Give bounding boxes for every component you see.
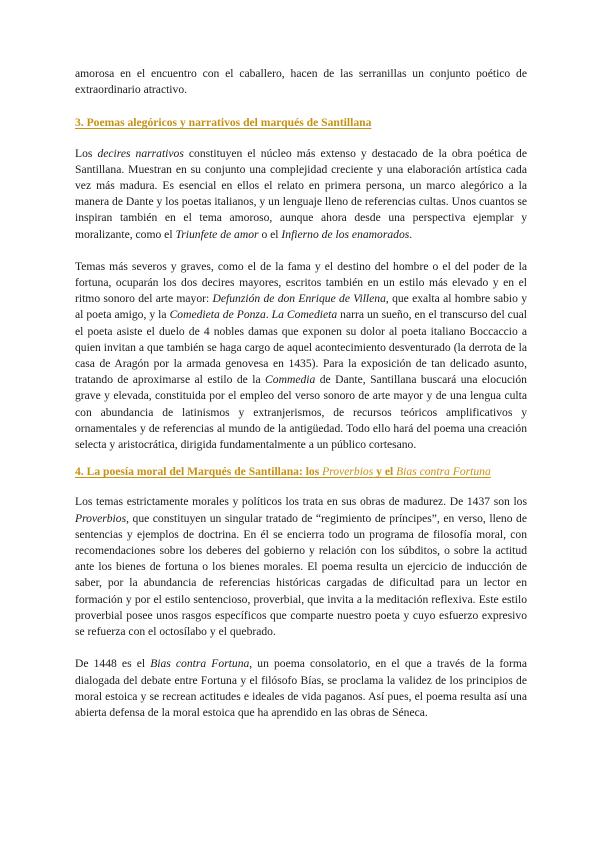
section-4-paragraph-1: Los temas estrictamente morales y políticos los trata en sus obras de madurez. De 1437 son los Proverbios, que constituyen un singular tratado de “regimiento de príncipes”, en verso, lleno de sentencias y ejemplos de doctrina. En él se encierra todo un programa de filosofía moral, con recomendaciones sobre los deberes del gobierno y relación con los súbditos, o sobre la actitud ante los bienes de fortuna o los bienes morales. El poema resulta un ejercicio de inducción de saber, por la abundancia de referencias históricas cargadas de dificultad para un lector en formación y por el estilo sentencioso, proverbial, que invita a la meditación reflexiva. Este estilo proverbial posee unos rasgos específicos que comparte nuestro poeta y cuyo esfuerzo expresivo se refuerza con el octosílabo y el quebrado. (75, 495, 527, 639)
section-3-paragraph-1: Los decires narrativos constituyen el núcleo más extenso y destacado de la obra poética de Santillana. Muestran en su conjunto una complejidad creciente y una elaboración artística cada vez más madura. Es esencial en ellos el relato en primera persona, un marco alegórico a la manera de Dante y los poetas italianos, y un lenguaje lleno de referencias cultas. Unos cuantos se inspiran también en el tema amoroso, aunque ahora desde una perspectiva ejemplar y moralizante, como el Triunfete de amor o el Infierno de los enamorados. (75, 146, 527, 241)
intro-paragraph: amorosa en el encuentro con el caballero, hacen de las serranillas un conjunto poético de extraordinario atractivo. (75, 67, 527, 97)
section-4-paragraph-2: De 1448 es el Bias contra Fortuna, un poema consolatorio, en el que a través de la forma dialogada del debate entre Fortuna y el filósofo Bías, se proclama la validez de los principios de moral estoica y se recrean actitudes e ideales de vida paganos. Así pues, el poema resulta así una abierta defensa de la moral estoica que ha aprendido en las obras de Séneca. (75, 657, 528, 719)
section-3-paragraph-2: Temas más severos y graves, como el de la fama y el destino del hombre o el del poder de la fortuna, ocuparán los dos decires mayores, escritos también en un estilo más elevado y en el ritmo sonoro del arte mayor: Defunzión de don Enrique de Villena, que exalta al hombre sabio y al poeta amigo, y la Comedieta de Ponza. La Comedieta narra un sueño, en el transcurso del cual el poeta asiste el duelo de 4 nobles damas que exponen su dolor al poeta italiano Boccaccio a quien invitan a que también se haga cargo de aquel acontecimiento desventurado (la derrota de la casa de Aragón por la armada genovesa en 1435). Para la exposición de tan delicado asunto, tratando de aproximarse al estilo de la Commedia de Dante, Santillana buscará una elocución grave y elevada, constituida por el empleo del verso sonoro de arte mayor y de una lengua culta con abundancia de latinismos y extranjerismos, de recursos teóricos amplificativos y ornamentales y de referencias al mundo de la antigüedad. Todo ello hará del poema una creación selecta y aristocrática, dirigida fundamentalmente a un público cortesano. (75, 259, 527, 452)
section-4-heading: 4. La poesía moral del Marqués de Santillana: los Proverbios y el Bias contra Fortuna (75, 465, 491, 479)
document-page (75, 66, 527, 721)
section-3-heading: 3. Poemas alegóricos y narrativos del marqués de Santillana (75, 116, 372, 130)
